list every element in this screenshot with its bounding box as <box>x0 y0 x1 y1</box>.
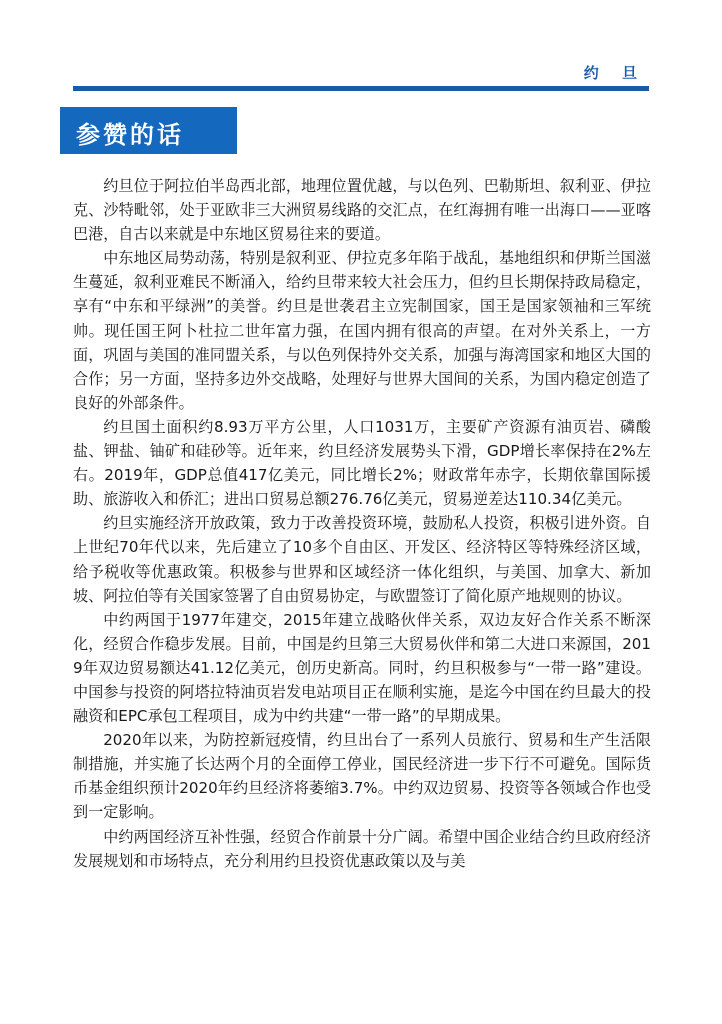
header-rule <box>73 86 649 91</box>
paragraph: 2020年以来，为防控新冠疫情，约旦出台了一系列人员旅行、贸易和生产生活限制措施，并实施了长达两个月的全面停工停业，国民经济进一步下行不可避免。国际货币基金组织预计2020年约旦经济将萎缩3.7%。中约双边贸易、投资等各领域合作也受到一定影响。 <box>73 731 651 822</box>
section-title: 参赞的话 <box>76 121 184 149</box>
paragraph: 中约两国于1977年建交，2015年建立战略伙伴关系，双边友好合作关系不断深化，经贸合作稳步发展。目前，中国是约旦第三大贸易伙伴和第二大进口来源国，2019年双边贸易额达41.12亿美元，创历史新高。同时，约旦积极参与“一带一路”建设。中国参与投资的阿塔拉特油页岩发电站项目正在顺利实施，是迄今中国在约旦最大的投融资和EPC承包工程项目，成为中约共建“一带一路”的早期成果。 <box>73 610 651 726</box>
body-text <box>73 174 651 873</box>
paragraph: 中东地区局势动荡，特别是叙利亚、伊拉克多年陷于战乱，基地组织和伊斯兰国滋生蔓延，叙利亚难民不断涌入，给约旦带来较大社会压力，但约旦长期保持政局稳定，享有“中东和平绿洲”的美誉。约旦是世袭君主立宪制国家，国王是国家领袖和三军统帅。现任国王阿卜杜拉二世年富力强，在国内拥有很高的声望。在对外关系上，一方面，巩固与美国的准同盟关系，与以色列保持外交关系，加强与海湾国家和地区大国的合作；另一方面，坚持多边外交战略，处理好与世界大国间的关系，为国内稳定创造了良好的外部条件。 <box>73 249 651 412</box>
section-title-bar <box>60 107 237 154</box>
paragraph: 约旦实施经济开放政策，致力于改善投资环境，鼓励私人投资，积极引进外资。自上世纪70年代以来，先后建立了10多个自由区、开发区、经济特区等特殊经济区域，给予税收等优惠政策。积极参与世界和区域经济一体化组织，与美国、加拿大、新加坡、阿拉伯等有关国家签署了自由贸易协定，与欧盟签订了简化原产地规则的协议。 <box>73 514 651 605</box>
running-header: 约 旦 <box>583 64 646 82</box>
paragraph: 约旦位于阿拉伯半岛西北部，地理位置优越，与以色列、巴勒斯坦、叙利亚、伊拉克、沙特毗邻，处于亚欧非三大洲贸易线路的交汇点，在红海拥有唯一出海口——亚喀巴港，自古以来就是中东地区贸易往来的要道。 <box>73 177 651 244</box>
paragraph: 约旦国土面积约8.93万平方公里，人口1031万，主要矿产资源有油页岩、磷酸盐、钾盐、铀矿和硅砂等。近年来，约旦经济发展势头下滑，GDP增长率保持在2%左右。2019年，GDP总值417亿美元，同比增长2%；财政常年赤字，长期依靠国际援助、旅游收入和侨汇；进出口贸易总额276.76亿美元，贸易逆差达110.34亿美元。 <box>73 417 651 509</box>
paragraph: 中约两国经济互补性强，经贸合作前景十分广阔。希望中国企业结合约旦政府经济发展规划和市场特点，充分利用约旦投资优惠政策以及与美 <box>73 827 651 870</box>
